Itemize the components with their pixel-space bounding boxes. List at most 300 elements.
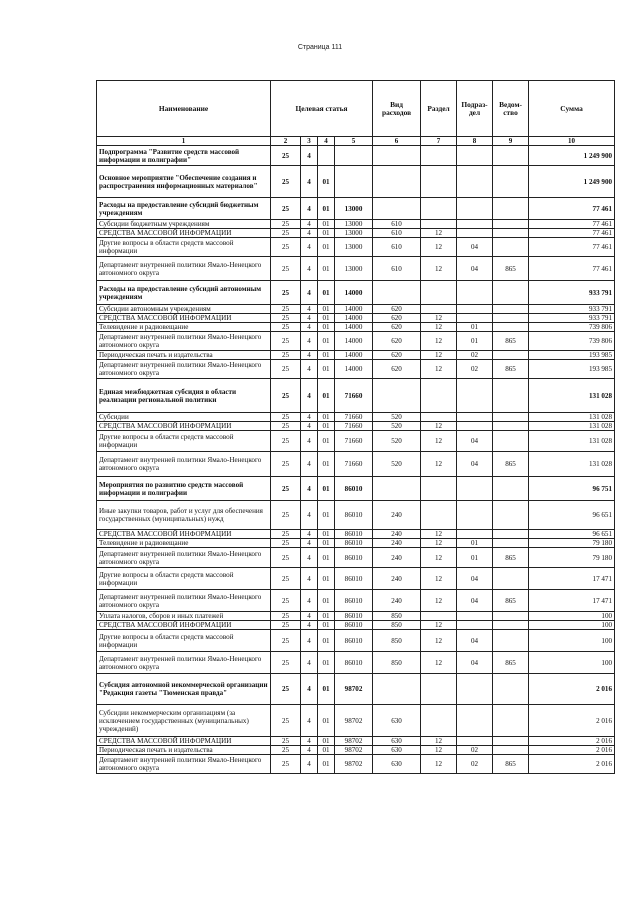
table-row <box>97 314 615 323</box>
target-code-subprogram-cell: 4 <box>301 220 318 229</box>
row-name-cell: Департамент внутренней политики Ямало-Ненецкого автономного округа <box>97 332 271 351</box>
row-name-cell: Периодическая печать и издательства <box>97 746 271 755</box>
subsection-cell: 02 <box>457 351 493 360</box>
target-code-event-cell: 01 <box>318 452 335 477</box>
expense-type-cell <box>373 146 421 166</box>
target-code-program-cell: 25 <box>271 332 301 351</box>
row-name-cell: СРЕДСТВА МАССОВОЙ ИНФОРМАЦИИ <box>97 229 271 238</box>
target-code-event-cell: 01 <box>318 351 335 360</box>
target-code-program-cell: 25 <box>271 281 301 305</box>
target-code-event-cell: 01 <box>318 431 335 452</box>
section-cell <box>421 612 457 621</box>
section-cell: 12 <box>421 548 457 568</box>
sum-cell: 96 751 <box>529 477 615 501</box>
col-num: 8 <box>457 137 493 146</box>
target-code-subprogram-cell: 4 <box>301 755 318 774</box>
subsection-cell <box>457 612 493 621</box>
target-code-program-cell: 25 <box>271 305 301 314</box>
target-code-subprogram-cell: 4 <box>301 281 318 305</box>
target-code-program-cell: 25 <box>271 220 301 229</box>
section-cell: 12 <box>421 314 457 323</box>
table-row <box>97 379 615 413</box>
table-row <box>97 530 615 539</box>
department-cell <box>493 621 529 630</box>
section-cell: 12 <box>421 652 457 674</box>
target-code-direction-cell: 86010 <box>335 530 373 539</box>
sum-cell: 739 806 <box>529 323 615 332</box>
table-row <box>97 431 615 452</box>
target-code-program-cell: 25 <box>271 413 301 422</box>
target-code-subprogram-cell: 4 <box>301 590 318 612</box>
section-cell: 12 <box>421 746 457 755</box>
section-cell: 12 <box>421 238 457 257</box>
table-row <box>97 198 615 220</box>
target-code-subprogram-cell: 4 <box>301 332 318 351</box>
row-name-cell: Департамент внутренней политики Ямало-Ненецкого автономного округа <box>97 452 271 477</box>
subsection-cell: 04 <box>457 568 493 590</box>
target-code-direction-cell: 86010 <box>335 501 373 530</box>
table-row <box>97 705 615 737</box>
col-num: 4 <box>318 137 335 146</box>
subsection-cell <box>457 281 493 305</box>
target-code-direction-cell: 86010 <box>335 630 373 652</box>
target-code-event-cell: 01 <box>318 530 335 539</box>
page-label: Страница 111 <box>297 44 343 51</box>
target-code-event-cell: 01 <box>318 674 335 705</box>
target-code-subprogram-cell: 4 <box>301 413 318 422</box>
sum-cell: 79 180 <box>529 548 615 568</box>
department-cell <box>493 166 529 198</box>
subsection-cell: 04 <box>457 452 493 477</box>
col-num: 1 <box>97 137 271 146</box>
table-row <box>97 305 615 314</box>
expense-type-cell <box>373 281 421 305</box>
target-code-program-cell: 25 <box>271 746 301 755</box>
row-name-cell: Субсидия автономной некоммерческой организации "Редакция газеты "Тюменская правда" <box>97 674 271 705</box>
department-cell <box>493 477 529 501</box>
target-code-subprogram-cell: 4 <box>301 548 318 568</box>
target-code-direction-cell: 14000 <box>335 360 373 379</box>
subsection-cell: 04 <box>457 257 493 281</box>
target-code-direction-cell: 86010 <box>335 652 373 674</box>
table-row <box>97 452 615 477</box>
subsection-cell: 04 <box>457 630 493 652</box>
department-cell <box>493 431 529 452</box>
expense-type-cell: 620 <box>373 323 421 332</box>
target-code-program-cell: 25 <box>271 621 301 630</box>
target-code-event-cell: 01 <box>318 612 335 621</box>
department-cell: 865 <box>493 755 529 774</box>
row-name-cell: СРЕДСТВА МАССОВОЙ ИНФОРМАЦИИ <box>97 530 271 539</box>
department-cell <box>493 229 529 238</box>
section-cell: 12 <box>421 621 457 630</box>
target-code-event-cell: 01 <box>318 630 335 652</box>
target-code-event-cell: 01 <box>318 229 335 238</box>
sum-cell: 933 791 <box>529 314 615 323</box>
row-name-cell: Подпрограмма "Развитие средств массовой информации и полиграфии" <box>97 146 271 166</box>
table-row <box>97 746 615 755</box>
target-code-direction-cell: 86010 <box>335 568 373 590</box>
target-code-program-cell: 25 <box>271 737 301 746</box>
target-code-subprogram-cell: 4 <box>301 166 318 198</box>
header-target: Целевая статья <box>271 81 373 137</box>
expense-type-cell: 850 <box>373 630 421 652</box>
target-code-program-cell: 25 <box>271 257 301 281</box>
header-expense-type: Вид расходов <box>373 81 421 137</box>
row-name-cell: Субсидии <box>97 413 271 422</box>
subsection-cell <box>457 413 493 422</box>
sum-cell: 100 <box>529 630 615 652</box>
sum-cell: 17 471 <box>529 590 615 612</box>
sum-cell: 17 471 <box>529 568 615 590</box>
column-number-row <box>97 137 615 146</box>
row-name-cell: Уплата налогов, сборов и иных платежей <box>97 612 271 621</box>
expense-type-cell <box>373 166 421 198</box>
target-code-program-cell: 25 <box>271 452 301 477</box>
sum-cell: 2 016 <box>529 755 615 774</box>
sum-cell: 131 028 <box>529 422 615 431</box>
target-code-direction-cell: 86010 <box>335 548 373 568</box>
target-code-subprogram-cell: 4 <box>301 452 318 477</box>
target-code-direction-cell: 98702 <box>335 674 373 705</box>
section-cell: 12 <box>421 630 457 652</box>
target-code-direction-cell: 98702 <box>335 746 373 755</box>
target-code-event-cell: 01 <box>318 746 335 755</box>
department-cell <box>493 568 529 590</box>
department-cell: 865 <box>493 548 529 568</box>
target-code-direction-cell: 71660 <box>335 431 373 452</box>
sum-cell: 96 651 <box>529 501 615 530</box>
section-cell: 12 <box>421 431 457 452</box>
subsection-cell <box>457 220 493 229</box>
target-code-event-cell: 01 <box>318 539 335 548</box>
col-num: 6 <box>373 137 421 146</box>
expense-type-cell: 850 <box>373 621 421 630</box>
target-code-direction-cell: 98702 <box>335 755 373 774</box>
target-code-program-cell: 25 <box>271 501 301 530</box>
row-name-cell: Иные закупки товаров, работ и услуг для обеспечения государственных (муниципальных) нужд <box>97 501 271 530</box>
section-cell <box>421 477 457 501</box>
row-name-cell: Расходы на предоставление субсидий бюджетным учреждениям <box>97 198 271 220</box>
table-row <box>97 146 615 166</box>
expense-type-cell: 850 <box>373 612 421 621</box>
table-row <box>97 755 615 774</box>
subsection-cell <box>457 314 493 323</box>
target-code-subprogram-cell: 4 <box>301 360 318 379</box>
subsection-cell <box>457 530 493 539</box>
sum-cell: 131 028 <box>529 379 615 413</box>
sum-cell: 2 016 <box>529 674 615 705</box>
target-code-event-cell: 01 <box>318 590 335 612</box>
section-cell <box>421 674 457 705</box>
target-code-direction-cell: 86010 <box>335 477 373 501</box>
department-cell <box>493 198 529 220</box>
table-row <box>97 351 615 360</box>
target-code-direction-cell: 86010 <box>335 621 373 630</box>
subsection-cell: 01 <box>457 332 493 351</box>
target-code-program-cell: 25 <box>271 166 301 198</box>
target-code-direction-cell <box>335 146 373 166</box>
target-code-program-cell: 25 <box>271 530 301 539</box>
department-cell <box>493 530 529 539</box>
department-cell: 865 <box>493 452 529 477</box>
target-code-direction-cell: 14000 <box>335 323 373 332</box>
col-num: 7 <box>421 137 457 146</box>
table-row <box>97 630 615 652</box>
section-cell: 12 <box>421 323 457 332</box>
table-row <box>97 360 615 379</box>
section-cell <box>421 146 457 166</box>
department-cell <box>493 281 529 305</box>
target-code-event-cell: 01 <box>318 323 335 332</box>
expense-type-cell: 520 <box>373 431 421 452</box>
expense-type-cell: 630 <box>373 705 421 737</box>
department-cell <box>493 220 529 229</box>
department-cell <box>493 737 529 746</box>
section-cell <box>421 166 457 198</box>
target-code-subprogram-cell: 4 <box>301 568 318 590</box>
target-code-direction-cell: 14000 <box>335 314 373 323</box>
expense-type-cell: 620 <box>373 332 421 351</box>
target-code-program-cell: 25 <box>271 755 301 774</box>
target-code-program-cell: 25 <box>271 590 301 612</box>
row-name-cell: Субсидии бюджетным учреждениям <box>97 220 271 229</box>
table-row <box>97 568 615 590</box>
department-cell <box>493 705 529 737</box>
expense-type-cell: 610 <box>373 229 421 238</box>
table-row <box>97 612 615 621</box>
table-row <box>97 257 615 281</box>
target-code-event-cell: 01 <box>318 257 335 281</box>
department-cell <box>493 422 529 431</box>
table-row <box>97 332 615 351</box>
expense-type-cell: 620 <box>373 314 421 323</box>
target-code-event-cell: 01 <box>318 238 335 257</box>
target-code-event-cell: 01 <box>318 477 335 501</box>
department-cell: 865 <box>493 652 529 674</box>
target-code-program-cell: 25 <box>271 238 301 257</box>
header-name: Наименование <box>97 81 271 137</box>
expense-type-cell: 240 <box>373 568 421 590</box>
subsection-cell: 02 <box>457 755 493 774</box>
section-cell <box>421 220 457 229</box>
target-code-event-cell: 01 <box>318 422 335 431</box>
subsection-cell: 01 <box>457 323 493 332</box>
target-code-subprogram-cell: 4 <box>301 229 318 238</box>
subsection-cell <box>457 305 493 314</box>
table-row <box>97 166 615 198</box>
department-cell: 865 <box>493 360 529 379</box>
table-row <box>97 501 615 530</box>
expense-type-cell: 630 <box>373 737 421 746</box>
sum-cell: 933 791 <box>529 305 615 314</box>
target-code-subprogram-cell: 4 <box>301 501 318 530</box>
target-code-subprogram-cell: 4 <box>301 379 318 413</box>
target-code-subprogram-cell: 4 <box>301 351 318 360</box>
expense-type-cell: 610 <box>373 220 421 229</box>
target-code-direction-cell: 71660 <box>335 452 373 477</box>
target-code-program-cell: 25 <box>271 477 301 501</box>
department-cell <box>493 539 529 548</box>
target-code-program-cell: 25 <box>271 548 301 568</box>
target-code-direction-cell: 13000 <box>335 229 373 238</box>
row-name-cell: Расходы на предоставление субсидий автономным учреждениям <box>97 281 271 305</box>
row-name-cell: Основное мероприятие "Обеспечение создания и распространения информационных материалов" <box>97 166 271 198</box>
sum-cell: 96 651 <box>529 530 615 539</box>
section-cell: 12 <box>421 422 457 431</box>
department-cell <box>493 379 529 413</box>
table-row <box>97 674 615 705</box>
target-code-subprogram-cell: 4 <box>301 198 318 220</box>
expense-type-cell <box>373 379 421 413</box>
col-num: 9 <box>493 137 529 146</box>
expense-type-cell: 520 <box>373 422 421 431</box>
sum-cell: 2 016 <box>529 746 615 755</box>
target-code-program-cell: 25 <box>271 705 301 737</box>
row-name-cell: СРЕДСТВА МАССОВОЙ ИНФОРМАЦИИ <box>97 314 271 323</box>
header-sum: Сумма <box>529 81 615 137</box>
section-cell <box>421 281 457 305</box>
target-code-subprogram-cell: 4 <box>301 705 318 737</box>
sum-cell: 933 791 <box>529 281 615 305</box>
target-code-event-cell: 01 <box>318 755 335 774</box>
department-cell <box>493 305 529 314</box>
target-code-event-cell: 01 <box>318 501 335 530</box>
row-name-cell: Департамент внутренней политики Ямало-Ненецкого автономного округа <box>97 755 271 774</box>
sum-cell: 100 <box>529 652 615 674</box>
subsection-cell <box>457 379 493 413</box>
table-row <box>97 621 615 630</box>
target-code-direction-cell: 13000 <box>335 198 373 220</box>
subsection-cell <box>457 477 493 501</box>
target-code-event-cell: 01 <box>318 568 335 590</box>
section-cell <box>421 501 457 530</box>
target-code-subprogram-cell: 4 <box>301 238 318 257</box>
department-cell <box>493 501 529 530</box>
table-row <box>97 238 615 257</box>
row-name-cell: Субсидии некоммерческим организациям (за исключением государственных (муниципальных) учреждений) <box>97 705 271 737</box>
target-code-program-cell: 25 <box>271 630 301 652</box>
table-row <box>97 539 615 548</box>
target-code-subprogram-cell: 4 <box>301 652 318 674</box>
budget-table <box>96 80 615 774</box>
sum-cell: 100 <box>529 612 615 621</box>
target-code-program-cell: 25 <box>271 198 301 220</box>
target-code-subprogram-cell: 4 <box>301 630 318 652</box>
sum-cell: 100 <box>529 621 615 630</box>
target-code-direction-cell: 98702 <box>335 705 373 737</box>
sum-cell: 79 180 <box>529 539 615 548</box>
section-cell <box>421 413 457 422</box>
sum-cell: 77 461 <box>529 238 615 257</box>
target-code-event-cell: 01 <box>318 305 335 314</box>
section-cell: 12 <box>421 755 457 774</box>
row-name-cell: Департамент внутренней политики Ямало-Ненецкого автономного округа <box>97 548 271 568</box>
subsection-cell: 01 <box>457 548 493 568</box>
target-code-subprogram-cell: 4 <box>301 530 318 539</box>
subsection-cell <box>457 166 493 198</box>
subsection-cell: 04 <box>457 590 493 612</box>
target-code-direction-cell: 98702 <box>335 737 373 746</box>
department-cell: 865 <box>493 590 529 612</box>
target-code-direction-cell <box>335 166 373 198</box>
target-code-event-cell: 01 <box>318 621 335 630</box>
target-code-event-cell: 01 <box>318 198 335 220</box>
target-code-direction-cell: 71660 <box>335 422 373 431</box>
section-cell: 12 <box>421 332 457 351</box>
sum-cell: 1 249 900 <box>529 146 615 166</box>
subsection-cell: 04 <box>457 431 493 452</box>
subsection-cell <box>457 621 493 630</box>
col-num: 10 <box>529 137 615 146</box>
target-code-direction-cell: 13000 <box>335 220 373 229</box>
subsection-cell <box>457 705 493 737</box>
row-name-cell: Департамент внутренней политики Ямало-Ненецкого автономного округа <box>97 590 271 612</box>
expense-type-cell: 240 <box>373 548 421 568</box>
row-name-cell: Мероприятия по развитию средств массовой информации и полиграфии <box>97 477 271 501</box>
section-cell <box>421 305 457 314</box>
sum-cell: 77 461 <box>529 220 615 229</box>
row-name-cell: СРЕДСТВА МАССОВОЙ ИНФОРМАЦИИ <box>97 422 271 431</box>
target-code-direction-cell: 13000 <box>335 257 373 281</box>
department-cell <box>493 630 529 652</box>
section-cell: 12 <box>421 452 457 477</box>
header-row <box>97 81 615 137</box>
target-code-program-cell: 25 <box>271 360 301 379</box>
subsection-cell <box>457 674 493 705</box>
expense-type-cell: 620 <box>373 351 421 360</box>
col-num: 3 <box>301 137 318 146</box>
expense-type-cell: 620 <box>373 305 421 314</box>
section-cell: 12 <box>421 351 457 360</box>
section-cell: 12 <box>421 229 457 238</box>
col-num: 2 <box>271 137 301 146</box>
target-code-program-cell: 25 <box>271 314 301 323</box>
sum-cell: 193 985 <box>529 351 615 360</box>
department-cell <box>493 413 529 422</box>
target-code-subprogram-cell: 4 <box>301 746 318 755</box>
target-code-event-cell: 01 <box>318 314 335 323</box>
table-row <box>97 422 615 431</box>
row-name-cell: Периодическая печать и издательства <box>97 351 271 360</box>
target-code-direction-cell: 86010 <box>335 539 373 548</box>
section-cell: 12 <box>421 360 457 379</box>
section-cell: 12 <box>421 737 457 746</box>
sum-cell: 77 461 <box>529 198 615 220</box>
target-code-direction-cell: 14000 <box>335 305 373 314</box>
row-name-cell: Другие вопросы в области средств массовой информации <box>97 238 271 257</box>
target-code-subprogram-cell: 4 <box>301 674 318 705</box>
target-code-program-cell: 25 <box>271 146 301 166</box>
target-code-subprogram-cell: 4 <box>301 477 318 501</box>
target-code-subprogram-cell: 4 <box>301 323 318 332</box>
expense-type-cell: 240 <box>373 530 421 539</box>
department-cell <box>493 351 529 360</box>
col-num: 5 <box>335 137 373 146</box>
subsection-cell: 02 <box>457 360 493 379</box>
target-code-subprogram-cell: 4 <box>301 422 318 431</box>
header-section: Раздел <box>421 81 457 137</box>
expense-type-cell <box>373 198 421 220</box>
target-code-event-cell: 01 <box>318 548 335 568</box>
target-code-event-cell: 01 <box>318 360 335 379</box>
target-code-program-cell: 25 <box>271 674 301 705</box>
target-code-event-cell: 01 <box>318 281 335 305</box>
target-code-direction-cell: 86010 <box>335 612 373 621</box>
target-code-event-cell: 01 <box>318 220 335 229</box>
table-row <box>97 477 615 501</box>
expense-type-cell: 630 <box>373 755 421 774</box>
